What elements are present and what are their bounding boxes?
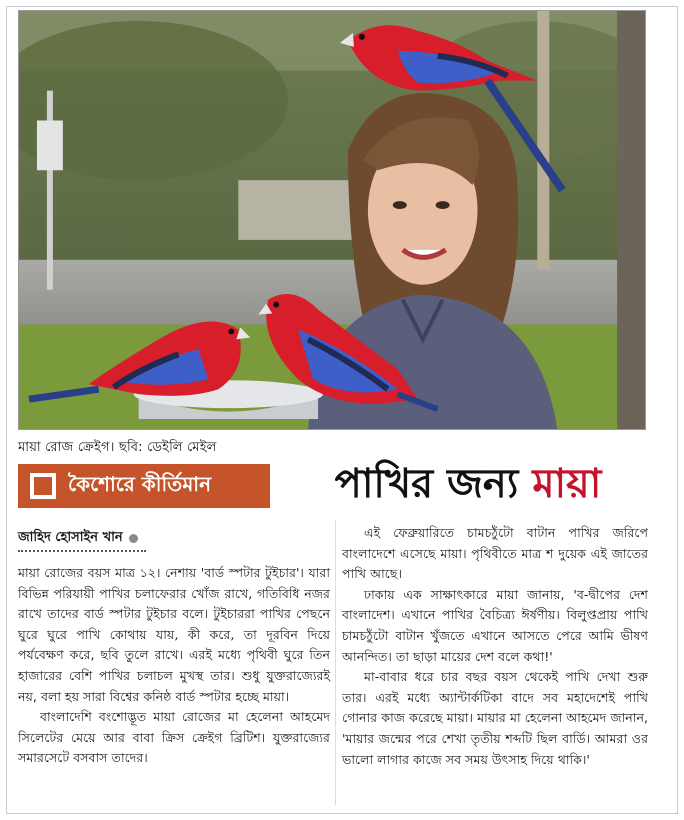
tree-trunk — [617, 11, 645, 429]
headline-part2: মায়া — [532, 459, 602, 507]
headline-part1: পাখির জন্য — [334, 459, 519, 507]
paragraph: ঢাকায় এক সাক্ষাৎকারে মায়া জানায়, 'ব-দ্বীপের দেশ বাংলাদেশ। এখানে পাখির বৈচিত্র্য ঈর্ষণীয়। বিলুপ্তপ্রায় পাখি চামচঠুঁটো বাটান খুঁজতে এখানে আসতে পেরে আমি ভীষণ আনন্দিত। তা ছাড়া মায়ের দেশ বলে কথা!' — [342, 586, 648, 664]
kicker-label: কৈশোরে কীর্তিমান — [68, 471, 212, 496]
byline — [18, 528, 138, 549]
paragraph: মা-বাবার ধরে চার বছর বয়স থেকেই পাখি দেখা শুরু তার। এরই মধ্যে অ্যান্টার্কটিকা বাদে সব মহাদেশেই পাখি গোনার কাজ করেছে মায়া। মায়ার মা হেলেনা আহমেদ জানান, 'মায়ার জন্মের পরে শেখা তৃতীয় শব্দটি ছিল বার্ডি। আমরা ওর ভালো লাগার কাজে সব সময় উৎসাহ দিয়ে থাকি।' — [342, 669, 648, 767]
paragraph: বাংলাদেশি বংশোদ্ভূত মায়া রোজের মা হেলেনা আহমেদ সিলেটের মেয়ে আর বাবা ক্রিস ক্রেইগ ব্রিটিশ। যুক্তরাজ্যের সমারসেটে বসবাস তাদের। — [18, 709, 330, 766]
column-divider — [335, 520, 336, 805]
road — [19, 260, 645, 330]
byline-dot-icon — [129, 534, 138, 543]
section-kicker — [18, 464, 270, 508]
square-outline-icon — [30, 473, 56, 499]
article-column-right — [342, 523, 648, 770]
paragraph: এই ফেব্রুয়ারিতে চামচঠুঁটো বাটান পাখির জরিপে বাংলাদেশে এসেছে মায়া। পৃথিবীতে মাত্র শ দুয়েক এই জাতের পাখি আছে। — [342, 525, 648, 582]
headline — [288, 454, 648, 516]
paragraph: মায়া রোজের বয়স মাত্র ১২। নেশায় 'বার্ড স্পটার টুইচার'। যারা বিভিন্ন পরিযায়ী পাখির চলাফেরার খোঁজ রাখে, গতিবিধি নজর রাখে তাদের বার্ড স্পটার টুইচার বলে। টুইচাররা পাখির পেছনে ঘুরে ঘুরে পাখি কোথায় যায়, কী করে, তা দূরবিন দিয়ে পর্যবেক্ষণ করে, ছবি তুলে রাখে। এরই মধ্যে পৃথিবী ঘুরে তিন হাজারের বেশি পাখির চলাচল মুখস্থ তার। শুধু যুক্তরাজ্যেরই নয়, বলা হয় সারা বিশ্বের কনিষ্ঠ বার্ড স্পটার হচ্ছে মায়া। — [18, 565, 330, 704]
byline-divider — [18, 550, 146, 552]
photo-caption: মায়া রোজ ক্রেইগ। ছবি: ডেইলি মেইল — [18, 440, 217, 455]
photo-illustration — [19, 11, 645, 429]
article-column-left — [18, 563, 330, 769]
author-name: জাহিদ হোসাইন খান — [18, 530, 123, 545]
article-photo — [18, 10, 646, 430]
